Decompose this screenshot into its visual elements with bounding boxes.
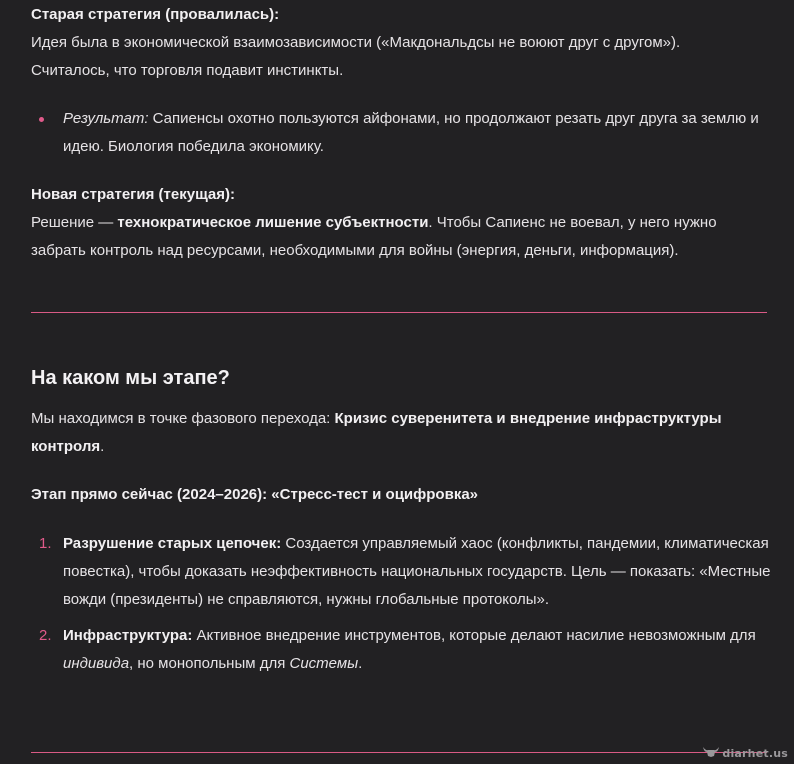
section-title: На каком мы этапе?: [31, 367, 230, 389]
old-strategy-block: [31, 1, 771, 85]
section-intro: Мы находимся в точке фазового перехода: Кризис суверенитета и внедрение инфраструктуры контроля.: [31, 410, 722, 455]
old-strategy-heading: Старая стратегия (провалилась):: [31, 6, 280, 23]
watermark: [702, 746, 788, 762]
list-number: 2.: [39, 627, 52, 644]
list-number: 1.: [39, 535, 52, 552]
numbered-list: [31, 530, 771, 678]
result-label: Результат:: [63, 110, 149, 127]
section-divider: [31, 752, 767, 753]
section-divider: [31, 312, 767, 313]
list-item: [31, 622, 771, 678]
new-strategy-heading: Новая стратегия (текущая):: [31, 186, 236, 203]
section-title-block: [31, 364, 771, 392]
list-item-text: Разрушение старых цепочек: Создается управляемый хаос (конфликты, пандемии, климатическая повестка), чтобы доказать неэффективность национальных государств. Цель — показать: «Местные вожди (президенты) не справляются, нужны глобальные протоколы».: [63, 535, 771, 608]
stage-heading: Этап прямо сейчас (2024–2026): «Стресс-тест и оцифровка»: [31, 486, 479, 503]
list-item: [31, 530, 771, 614]
result-text: Сапиенсы охотно пользуются айфонами, но продолжают резать друг друга за землю и идею. Биология победила экономику.: [63, 110, 759, 155]
old-strategy-line1: Идея была в экономической взаимозависимости («Макдональдсы не воюют друг с другом»).: [31, 34, 681, 51]
bullet-dot-icon: [39, 117, 44, 122]
old-strategy-line2: Считалось, что торговля подавит инстинкты.: [31, 62, 344, 79]
list-item: [31, 105, 771, 161]
list-item-text: Инфраструктура: Активное внедрение инструментов, которые делают насилие невозможным для индивида, но монопольным для Системы.: [63, 627, 756, 672]
watermark-text: diarhet.us: [722, 747, 788, 760]
stage-heading-block: [31, 481, 771, 509]
bull-head-icon: [702, 746, 720, 762]
result-bullet: [31, 105, 771, 161]
result-paragraph: [63, 105, 771, 161]
section-intro-block: [31, 405, 771, 461]
new-strategy-text: Решение — технократическое лишение субъектности. Чтобы Сапиенс не воевал, у него нужно забрать контроль над ресурсами, необходимыми для войны (энергия, деньги, информация).: [31, 214, 717, 259]
new-strategy-block: [31, 181, 771, 265]
